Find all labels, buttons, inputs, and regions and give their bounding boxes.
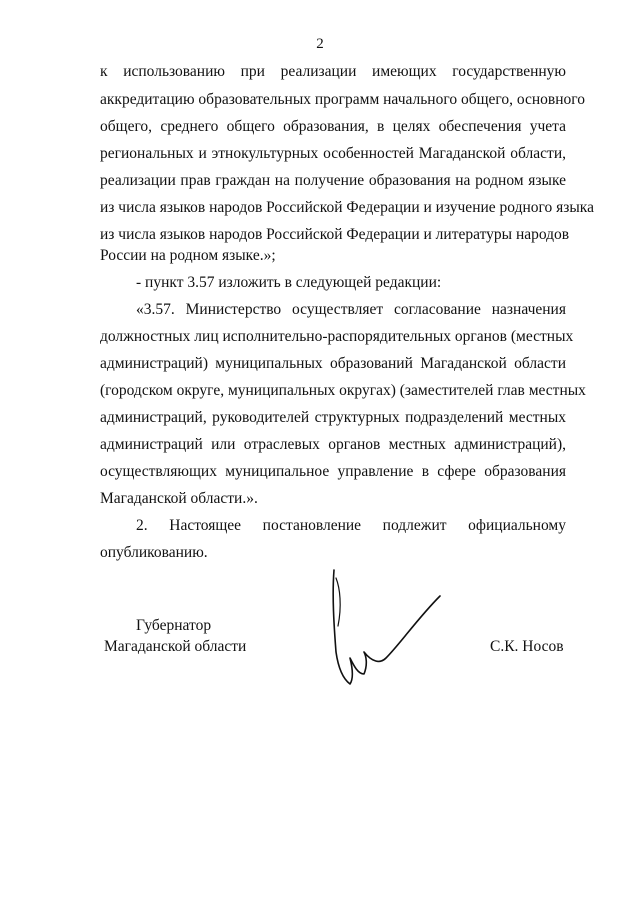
body-line: России на родном языке.»; xyxy=(100,247,276,264)
body-line: региональных и этнокультурных особенностей Магаданской области, xyxy=(100,145,566,162)
signature-stroke xyxy=(336,578,340,626)
page-number: 2 xyxy=(316,36,324,52)
signatory-region: Магаданской области xyxy=(104,638,247,655)
body-line: реализации прав граждан на получение образования на родном языке xyxy=(100,172,566,189)
body-line: осуществляющих муниципальное управление в сфере образования xyxy=(100,463,566,480)
body-line: - пункт 3.57 изложить в следующей редакции: xyxy=(136,274,442,291)
body-line: аккредитацию образовательных программ начального общего, основного xyxy=(100,91,586,108)
body-line: должностных лиц исполнительно-распорядительных органов (местных xyxy=(100,328,574,345)
body-line: администраций, руководителей структурных подразделений местных xyxy=(100,409,566,426)
body-line: опубликованию. xyxy=(100,544,208,561)
body-line: из числа языков народов Российской Федерации и литературы народов xyxy=(100,226,570,243)
handwritten-signature xyxy=(320,566,450,690)
body-line: администраций или отраслевых органов местных администраций), xyxy=(100,436,566,453)
body-line: к использованию при реализации имеющих государственную xyxy=(100,63,566,80)
body-line: администраций) муниципальных образований Магаданской области xyxy=(100,355,566,372)
signature-stroke xyxy=(333,570,440,684)
body-line: 2. Настоящее постановление подлежит официальному xyxy=(136,517,566,534)
body-line: Магаданской области.». xyxy=(100,490,258,507)
body-line: (городском округе, муниципальных округах) (заместителей глав местных xyxy=(100,382,586,399)
body-line: «3.57. Министерство осуществляет согласование назначения xyxy=(136,301,566,318)
signatory-title: Губернатор xyxy=(136,617,212,634)
body-line: из числа языков народов Российской Федерации и изучение родного языка xyxy=(100,199,594,216)
signatory-name: С.К. Носов xyxy=(490,638,564,655)
body-line: общего, среднего общего образования, в целях обеспечения учета xyxy=(100,118,566,135)
